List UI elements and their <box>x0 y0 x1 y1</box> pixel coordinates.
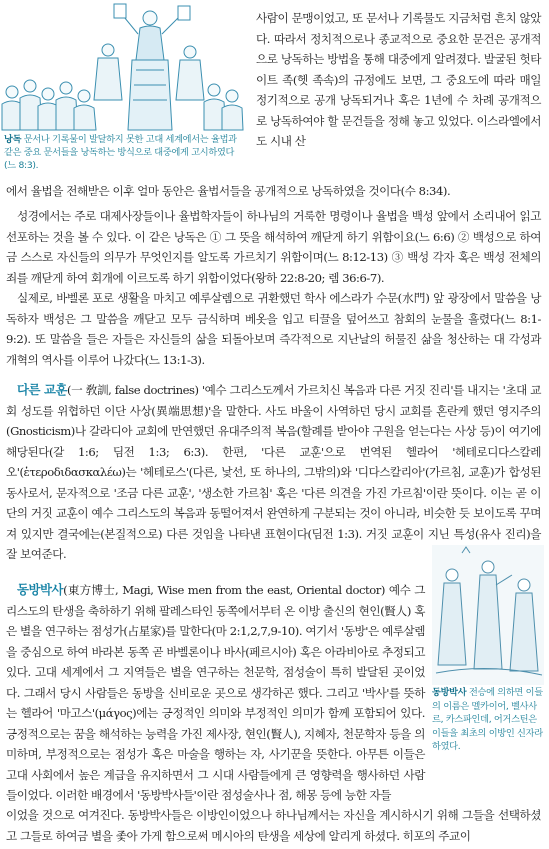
caption-term: 낭독 <box>4 134 22 145</box>
other-doctrines-entry <box>6 380 541 565</box>
ezra-reading-illustration <box>0 0 244 132</box>
magi-term: 동방박사 <box>17 582 64 597</box>
magi-body-full: 이었을 것으로 여겨진다. 동방박사들은 이방인이었으나 하나님께서는 자신을 계시하시기 위해 그들을 선택하셨고 그들로 하여금 별을 좇아 가게 함으로써 메시아의 탄생을 세상에 알리게 하셨다. 히포의 주교이 <box>6 808 541 843</box>
reading-paragraph-2: 성경에서는 주로 대제사장들이나 율법학자들이 하나님의 거룩한 명령이나 율법을 백성 앞에서 소리내어 읽고 선포하는 것을 볼 수 있다. 이 같은 낭독은 ① 그 뜻을 해석하여 깨닫게 하기 위함이요(느 6:6) ② 백성으로 하여금 스스로 자신들의 의무가 무엇인지를 알도록 가르치기 위함이며(느 8:12-13) ③ 백성 각자 혹은 백성 전체의 죄를 깨닫게 하여 회개에 이르도록 하기 위함이었다(왕하 22:8-20; 렘 36:6-7). <box>6 209 541 285</box>
reading-paragraph-1-full: 에서 율법을 전해받은 이후 얼마 동안은 율법서들을 공개적으로 낭독하였을 것이다(수 8:34). <box>6 184 451 198</box>
reading-paragraph-3: 실제로, 바벨론 포로 생활을 마치고 예루살렘으로 귀환했던 학사 에스라가 수문(水門) 앞 광장에서 말씀을 낭독하자 백성은 그 말씀을 깨닫고 모두 금식하며 베옷을 입고 티끌을 덮어쓰고 참회의 눈물을 흘렸다(느 8:1-9:2). 또 말씀을 들은 자들은 자신들의 삶을 되돌아보며 즉각적으로 지난날의 허물진 삶을 청산하는 대 각성과 개혁의 역사를 이루어 나갔다(느 13:1-3). <box>6 291 541 367</box>
other-doctrines-term: 다른 교훈 <box>17 382 68 397</box>
side-caption-text: 전승에 의하면 이들의 이름은 멜카이어, 벨사사르, 카스파인데, 어거스틴은 이들을 최초의 이방인 신자라 하였다. <box>432 687 543 752</box>
reading-scene-drawing <box>0 0 244 132</box>
side-caption-term: 동방박사 <box>432 687 467 698</box>
magi-entry <box>6 580 425 806</box>
magi-drawing <box>432 545 544 685</box>
top-figure-caption <box>4 133 244 172</box>
magi-illustration <box>432 545 544 685</box>
magi-head: (東方博士, Magi, Wise men from the east, Oriental doctor) <box>63 583 385 597</box>
other-doctrines-body: '예수 그리스도께서 가르치신 복음과 다른 거짓 진리'를 내지는 '초대 교회 성도를 위협하던 이단 사상(異端思想)'을 말한다. 사도 바울이 사역하던 당시 교회를 혼란케 했던 영지주의(Gnosticism)나 갈라디아 교회에 만연했던 유대주의적 복음(할례를 받아야 구원을 얻는다는 사상 등)이 여기에 해당된다(갈 1:6; 딤전 1:3; 6:3). 한편, '다른 교훈'으로 번역된 헬라어 '헤테로디다스칼레오'(ἑτεροδιδασκαλέω)는 '헤테로스'(다른, 낯선, 또 하나의, 그밖의)와 '디다스칼리아'(가르침, 교훈)가 합성된 동사로서, 문자적으로 '조금 다른 교훈', '생소한 가르침' 혹은 '다른 의견을 가진 가르침'이란 뜻이다. 이는 곧 이단의 거짓 교훈이 예수 그리스도의 복음과 동떨어져서 완연하게 구분되는 것이 아니라, 비슷한 듯 보이도록 꾸며져 있지만 결국에는(본질적으로) 다른 것임을 나타낸 표현이다(딤전 1:3). 거짓 교훈이 지닌 특성(유사 진리)을 잘 보여준다. <box>6 383 541 561</box>
caption-text: 문서나 기록물이 발달하지 못한 고대 세계에서는 율법과 같은 중요 문서들을 낭독하는 방식으로 대중에게 고시하였다(느 8:3). <box>4 134 237 171</box>
side-figure-caption <box>432 686 546 754</box>
magi-body-narrow: 예수 그리스도의 탄생을 축하하기 위해 팔레스타인 동쪽에서부터 온 이방 출신의 현인(賢人) 혹은 별을 연구하는 점성가(占星家)를 말한다(마 2:1,2,7,9-10). 여기서 '동방'은 예루살렘을 중심으로 하여 바라본 동쪽 곧 바벨론이나 바사(페르시아) 혹은 아라비아로 추정되고 있다. 고대 세계에서 그 지역들은 별을 연구하는 천문학, 점성술이 특히 발달된 곳이었다. 그래서 당시 사람들은 동방을 신비로운 곳으로 생각하곤 했다. 그리고 '박사'를 뜻하는 헬라어 '마고스'(μάγος)에는 긍정적인 의미와 부정적인 의미가 함께 포함되어 있다. 긍정적으로는 꿈을 해석하는 능력을 가진 제사장, 현인(賢人), 지혜자, 천문학자 등을 의미하며, 부정적으로는 점성가 혹은 마술을 행하는 자, 사기꾼을 뜻한다. 아무튼 이들은 고대 사회에서 높은 계급을 유지하면서 그 시대 사람들에게 큰 영향력을 행사하던 사람들이었다. 이러한 배경에서 '동방박사들'이란 점성술사나 점, 해몽 등에 능한 자들 <box>6 583 425 802</box>
reading-paragraph-1-right: 사람이 문맹이었고, 또 문서나 기록물도 지금처럼 흔치 않았다. 따라서 정치적으로나 종교적으로 중요한 문건은 공개적으로 낭독하는 방법을 통해 대중에게 알려졌다. 발굴된 헛타이트 족(헷 족속)의 규정에도 보면, 그 중요도에 따라 매일 정기적으로 공개 낭독되거나 혹은 1년에 수 차례 공개적으로 낭독하여야 할 문건들을 정해 놓고 있었다. 이스라엘에서도 시내 산 <box>256 11 541 148</box>
other-doctrines-head: (一 敎訓, false doctrines) <box>67 383 199 397</box>
